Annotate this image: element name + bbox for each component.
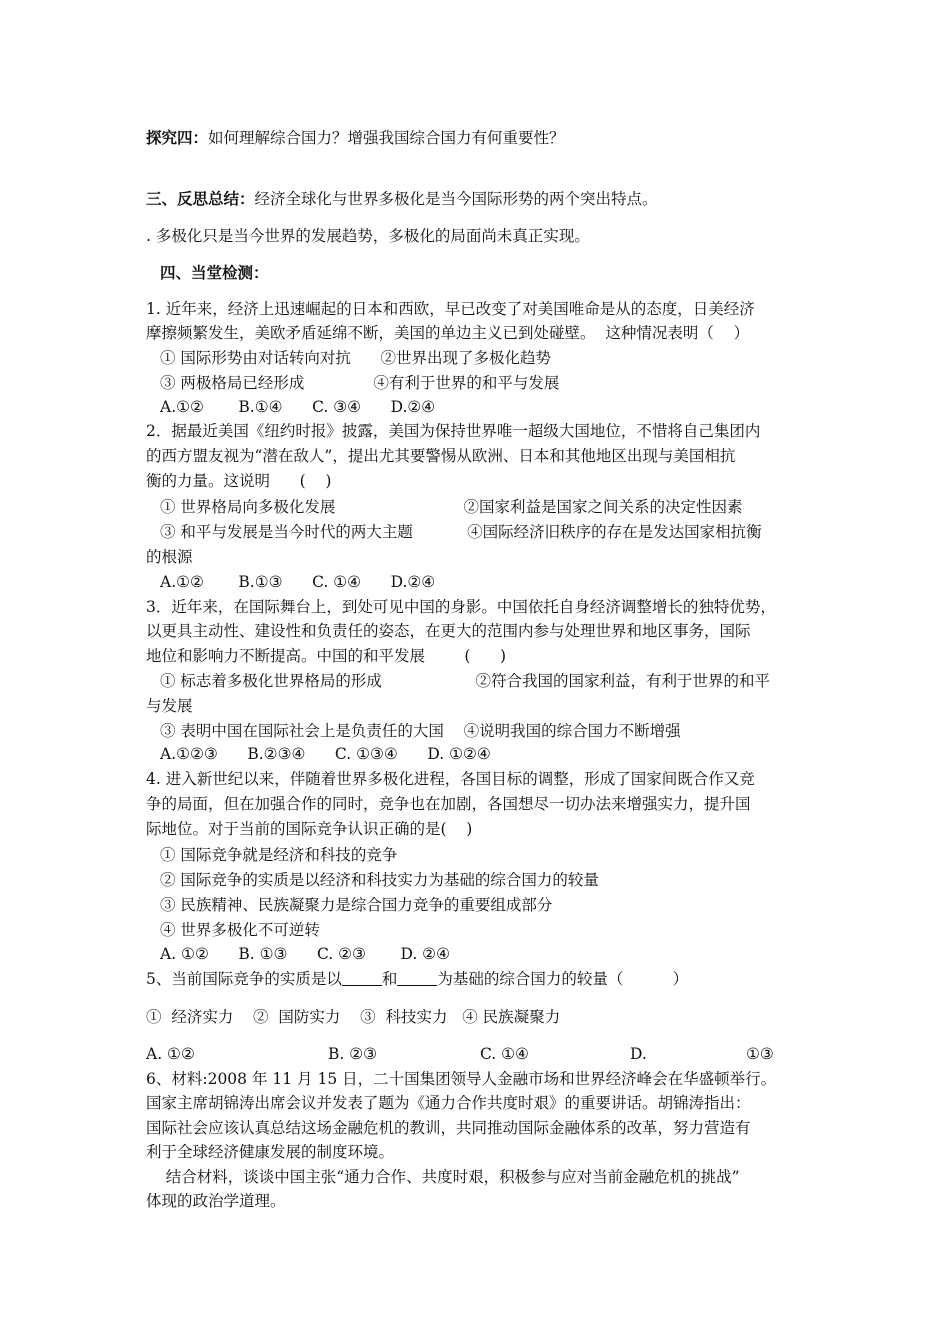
q2-line-2: 的西方盟友视为“潜在敌人”，提出尤其要警惕从欧洲、日本和其他地区出现与美国相抗 bbox=[146, 447, 736, 465]
q5-answer-b: B. ②③ bbox=[328, 1045, 378, 1063]
q5-blank-2 bbox=[397, 971, 437, 986]
q5-answer-d: D. bbox=[630, 1045, 647, 1063]
q6-line-1: 6、材料:2008 年 11 月 15 日，二十国集团领导人金融市场和世界经济峰会在华盛顿举行。 bbox=[146, 1070, 777, 1088]
summary-line-2: . 多极化只是当今世界的发展趋势，多极化的局面尚未真正实现。 bbox=[146, 227, 590, 245]
q1-line-2: 摩擦频繁发生，美欧矛盾延绵不断，美国的单边主义已到处碰壁。 这种情况表明（ ） bbox=[146, 324, 750, 342]
summary-line-1 bbox=[146, 188, 658, 210]
inquiry-four-label: 探究四： bbox=[146, 128, 209, 147]
q1-option-1: ① 国际形势由对话转向对抗 ②世界出现了多极化趋势 bbox=[160, 349, 551, 367]
q4-answers: A. ①② B. ①③ C. ②③ D. ②④ bbox=[160, 945, 450, 963]
q4-option-1: ① 国际竞争就是经济和科技的竞争 bbox=[160, 846, 398, 864]
inquiry-four-text: 如何理解综合国力？增强我国综合国力有何重要性？ bbox=[208, 129, 565, 147]
q2-option-1: ① 世界格局向多极化发展 ②国家利益是国家之间关系的决定性因素 bbox=[160, 498, 743, 516]
q6-line-5: 结合材料，谈谈中国主张“通力合作、共度时艰，积极参与应对当前金融危机的挑战” bbox=[146, 1168, 740, 1186]
q5-stem-post: 为基础的综合国力的较量（ ） bbox=[437, 970, 689, 988]
q5-options: ① 经济实力 ② 国防实力 ③ 科技实力 ④ 民族凝聚力 bbox=[146, 1008, 561, 1026]
q1-answers: A.①② B.①④ C. ③④ D.②④ bbox=[160, 398, 436, 416]
q5-stem-mid: 和 bbox=[381, 970, 398, 988]
q6-line-2: 国家主席胡锦涛出席会议并发表了题为《通力合作共度时艰》的重要讲话。胡锦涛指出： bbox=[146, 1094, 751, 1112]
q3-option-3: ③ 表明中国在国际社会上是负责任的大国 ④说明我国的综合国力不断增强 bbox=[160, 722, 681, 740]
q6-line-6: 体现的政治学道理。 bbox=[146, 1192, 286, 1210]
q5-answer-c: C. ①④ bbox=[480, 1045, 529, 1063]
q2-line-3: 衡的力量。这说明 ( ) bbox=[146, 472, 332, 490]
q4-line-2: 争的局面，但在加强合作的同时，竞争也在加剧，各国想尽一切办法来增强实力，提升国 bbox=[146, 795, 751, 813]
q2-option-2: ③ 和平与发展是当今时代的两大主题 ④国际经济旧秩序的存在是发达国家相抗衡 bbox=[160, 523, 762, 541]
q6-line-4: 利于全球经济健康发展的制度环境。 bbox=[146, 1143, 395, 1161]
q3-answers: A.①②③ B.②③④ C. ①③④ D. ①②④ bbox=[160, 745, 491, 763]
q5-stem bbox=[146, 968, 688, 990]
q3-line-2: 以更具主动性、建设性和负责任的姿态，在更大的范围内参与处理世界和地区事务，国际 bbox=[146, 622, 751, 640]
q4-option-2: ② 国际竞争的实质是以经济和科技实力为基础的综合国力的较量 bbox=[160, 871, 599, 889]
q2-answers: A.①② B.①③ C. ①④ D.②④ bbox=[160, 573, 436, 591]
inquiry-four bbox=[146, 127, 565, 149]
q1-option-2: ③ 两极格局已经形成 ④有利于世界的和平与发展 bbox=[160, 374, 560, 392]
q2-option-3: 的根源 bbox=[146, 548, 193, 566]
summary-text: 经济全球化与世界多极化是当今国际形势的两个突出特点。 bbox=[254, 190, 658, 208]
section-heading-check: 四、当堂检测： bbox=[160, 263, 269, 282]
q5-stem-pre: 5、当前国际竞争的实质是以 bbox=[146, 970, 342, 988]
q5-answer-a: A. ①② bbox=[146, 1045, 195, 1063]
q3-line-3: 地位和影响力不断提高。中国的和平发展 ( ) bbox=[146, 647, 507, 665]
q4-option-4: ④ 世界多极化不可逆转 bbox=[160, 921, 320, 939]
q5-blank-1 bbox=[342, 971, 382, 986]
q4-line-3: 际地位。对于当前的国际竞争认识正确的是( ) bbox=[146, 820, 473, 838]
q3-option-2: 与发展 bbox=[146, 697, 193, 715]
q6-line-3: 国际社会应该认真总结这场金融危机的教训，共同推动国际金融体系的改革，努力营造有 bbox=[146, 1119, 751, 1137]
q1-line-1: 1. 近年来，经济上迅速崛起的日本和西欧，早已改变了对美国唯命是从的态度，日美经济 bbox=[146, 300, 755, 318]
q4-option-3: ③ 民族精神、民族凝聚力是综合国力竞争的重要组成部分 bbox=[160, 896, 553, 914]
q3-option-1: ① 标志着多极化世界格局的形成 ②符合我国的国家利益，有利于世界的和平 bbox=[160, 672, 771, 690]
q5-answer-d-value: ①③ bbox=[746, 1045, 774, 1063]
q3-line-1: 3．近年来，在国际舞台上，到处可见中国的身影。中国依托自身经济调整增长的独特优势， bbox=[146, 598, 776, 616]
q4-line-1: 4. 进入新世纪以来，伴随着世界多极化进程，各国目标的调整，形成了国家间既合作又竞 bbox=[146, 770, 755, 788]
q2-line-1: 2．据最近美国《纽约时报》披露，美国为保持世界唯一超级大国地位，不惜将自己集团内 bbox=[146, 422, 761, 440]
summary-label: 三、反思总结： bbox=[146, 189, 255, 208]
